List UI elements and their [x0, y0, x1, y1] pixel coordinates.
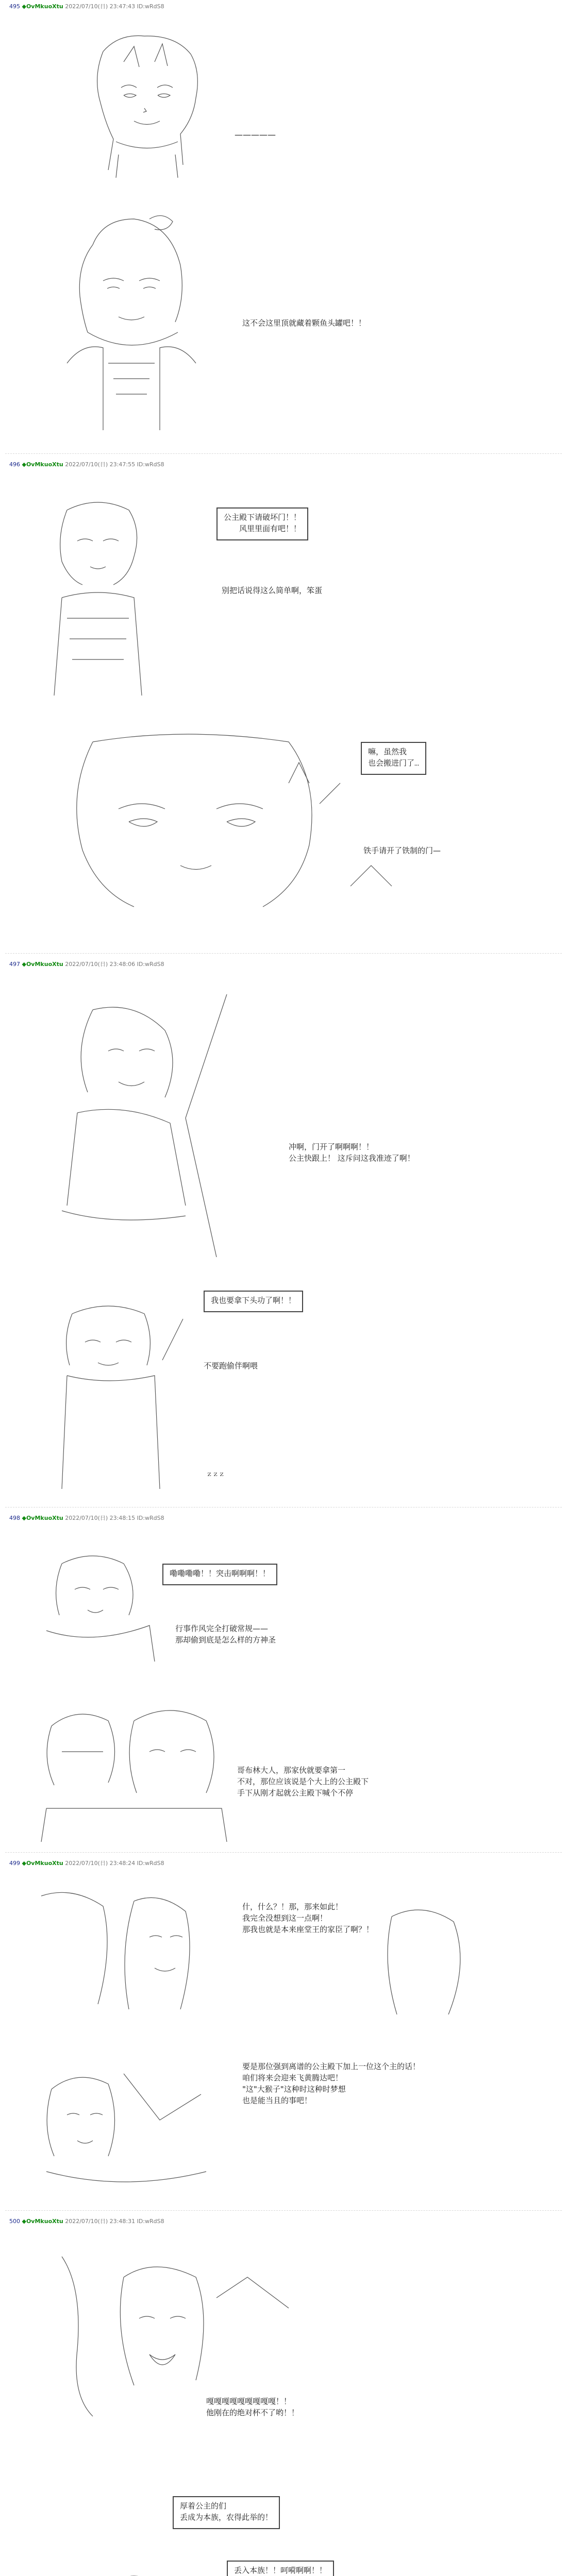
dialogue-line: 我也要拿下头功了啊！！ [211, 1297, 296, 1306]
ascii-art-shouting-creature [31, 2246, 320, 2421]
dialogue-line: 丢入本族！！呵嗬啊啊！！ [234, 2567, 327, 2575]
post-number[interactable]: 498 [9, 1515, 20, 1521]
post-author: ◆OvMkuoXtu [22, 961, 63, 968]
post-meta: 2022/07/10(日) 23:48:15 ID:wRdS8 [65, 1515, 164, 1521]
post-header [9, 1860, 164, 1867]
post-separator [5, 2210, 562, 2211]
dialogue-line: 公主殿下请破坏门！！ 风里里面有吧！！ [224, 514, 302, 534]
post-header [9, 2218, 164, 2225]
ascii-art-crowd [31, 2555, 247, 2576]
post-number[interactable]: 500 [9, 2218, 20, 2225]
post-separator [5, 453, 562, 454]
dialogue-line: ｚｚｚ [206, 1470, 225, 1478]
post-author: ◆OvMkuoXtu [22, 461, 63, 468]
post-number[interactable]: 496 [9, 461, 20, 468]
dialogue-line: 行事作风完全打破常规—— 那却偷到底是怎么样的方神圣 [175, 1624, 276, 1645]
post-author: ◆OvMkuoXtu [22, 2218, 63, 2225]
dialogue-line: 什，什么？！那，那来如此！ 我完全没想到这一点啊！ 那我也就是本来座堂王的家臣了啊？！ [242, 1902, 374, 1934]
post-header [9, 3, 164, 10]
post-meta: 2022/07/10(日) 23:48:06 ID:wRdS8 [65, 961, 164, 968]
post-header [9, 461, 164, 468]
dialogue-line: 哥布林大人，那家伙就要拿第一 不对，那位应该说是个大上的公主殿下 手下从刚才起就公主殿下喊个不停 [237, 1766, 369, 1798]
dialogue-line: 嘞嘞嘞嘞！！突击啊啊啊！！ [170, 1570, 271, 1579]
dialogue-line: 厚着公主的们 丢成为本族，农得此举的！ [180, 2502, 273, 2522]
post-number[interactable]: 499 [9, 1860, 20, 1867]
post-separator [5, 1852, 562, 1853]
ascii-art-two-characters [31, 1695, 237, 1844]
ascii-art-girl-with-bun [31, 209, 216, 435]
speech-bubble [216, 507, 308, 540]
post-meta: 2022/07/10(日) 23:47:55 ID:wRdS8 [65, 461, 164, 468]
dialogue-line: 不要跑偷伴啊喂 [204, 1361, 258, 1370]
speech-bubble [361, 742, 426, 775]
post-meta: 2022/07/10(日) 23:47:43 ID:wRdS8 [65, 3, 164, 10]
post-author: ◆OvMkuoXtu [22, 1860, 63, 1867]
post-author: ◆OvMkuoXtu [22, 3, 63, 10]
post-author: ◆OvMkuoXtu [22, 1515, 63, 1521]
post-number[interactable]: 495 [9, 3, 20, 10]
speech-bubble [173, 2496, 280, 2529]
post-meta: 2022/07/10(日) 23:48:24 ID:wRdS8 [65, 1860, 164, 1867]
post-meta: 2022/07/10(日) 23:48:31 ID:wRdS8 [65, 2218, 164, 2225]
ascii-art-girl-portrait [72, 31, 222, 180]
ascii-art-charging-boy [31, 989, 273, 1262]
ascii-art-girl-with-sword [31, 1298, 196, 1494]
ascii-art-standing-girl [31, 495, 165, 701]
post-number[interactable]: 497 [9, 961, 20, 968]
post-separator [5, 953, 562, 954]
dialogue-line: 冲啊，门开了啊啊啊！！ 公主快跟上！ 这斥问这我准迹了啊！ [289, 1142, 415, 1163]
dialogue-line: 嘛，虽然我 也会搬进门了… [368, 748, 420, 768]
ascii-art-arm-raised [31, 2053, 227, 2202]
dash-line: ————— [235, 130, 276, 140]
speech-bubble [162, 1564, 277, 1585]
speech-bubble [204, 1291, 303, 1312]
dialogue-line: 别把话说得这么简单啊，笨蛋 [222, 586, 323, 595]
dialogue-line: 这不会这里顶就藏着颗鱼头罐吧！！ [242, 318, 366, 328]
ascii-art-running-girl [31, 1548, 165, 1667]
post-header [9, 961, 164, 968]
dialogue-line: 嘎嘎嘎嘎嘎嘎嘎嘎嘎！！ 他刚在的绝对杯不了哟！！ [206, 2397, 299, 2417]
dialogue-line: 铁手请开了铁制的门— [363, 846, 441, 855]
post-header [9, 1515, 164, 1522]
dialogue-line: 要是那位强到离谱的公主殿下加上一位这个主的话！ 咱们将来会迎来飞黄腾达吧！ "这"大猴子"这种时这种时梦想 也是能当且的事吧！ [242, 2062, 421, 2105]
